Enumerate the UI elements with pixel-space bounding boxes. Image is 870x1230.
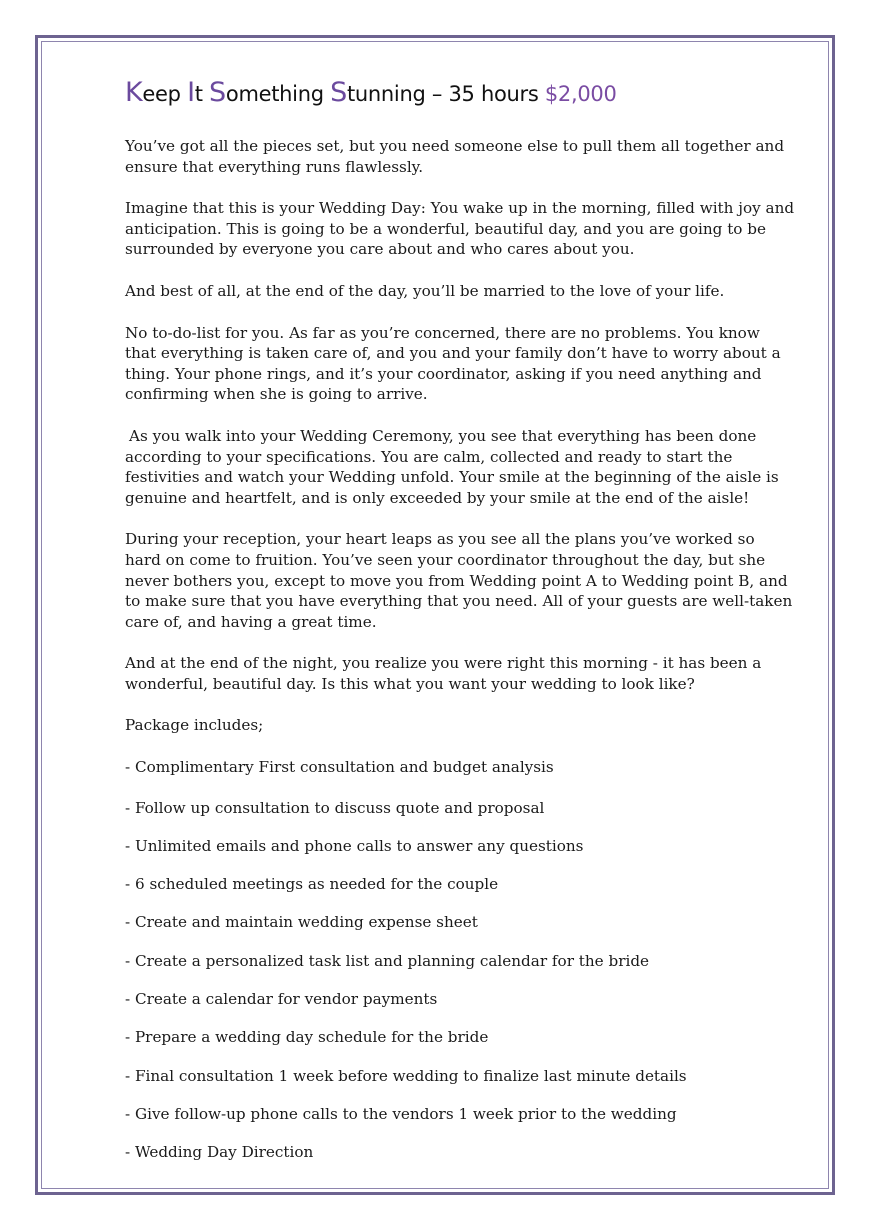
list-item: - Unlimited emails and phone calls to answer any questions <box>125 836 584 855</box>
list-item: - Give follow-up phone calls to the vendors 1 week prior to the wedding <box>125 1104 677 1123</box>
list-item: - 6 scheduled meetings as needed for the couple <box>125 875 499 894</box>
list-item: - Complimentary First consultation and budget analysis <box>125 758 554 777</box>
package-includes-label: Package includes; <box>125 716 264 735</box>
paragraph-reception: During your reception, your heart leaps as you see all the plans you’ve worked so hard on come to fruition. You’ve seen your coordinator throughout the day, but she never bothers you, except to move you from Wedding point A to Wedding point B, and to make sure that you have everything that you need. All of your guests are well-taken care of, and having a great time. <box>125 530 793 631</box>
paragraph-ceremony: As you walk into your Wedding Ceremony, you see that everything has been done according to your specifications. You are calm, collected and ready to start the festivities and watch your Wedding unfold. Your smile at the beginning of the aisle is genuine and heartfelt, and is only exceeded by your smile at the end of the aisle! <box>125 426 779 507</box>
paragraph-best-of-all: And best of all, at the end of the day, you’ll be married to the love of your life. <box>125 281 725 300</box>
list-item: - Create a calendar for vendor payments <box>125 990 438 1009</box>
package-items-list <box>125 757 795 1162</box>
document-body <box>125 78 795 1181</box>
list-item: - Follow up consultation to discuss quote and proposal <box>125 798 545 817</box>
paragraph-no-todo: No to-do-list for you. As far as you’re concerned, there are no problems. You know that everything is taken care of, and you and your family don’t have to worry about a thing. Your phone rings, and it’s your coordinator, asking if you need anything and confirming when she is going to arrive. <box>125 323 781 404</box>
list-item: - Create and maintain wedding expense sheet <box>125 913 478 932</box>
list-item: - Create a personalized task list and planning calendar for the bride <box>125 951 650 970</box>
list-item: - Prepare a wedding day schedule for the bride <box>125 1028 489 1047</box>
paragraph-intro: You’ve got all the pieces set, but you need someone else to pull them all together and ensure that everything runs flawlessly. <box>125 137 785 176</box>
paragraph-imagine: Imagine that this is your Wedding Day: You wake up in the morning, filled with joy and anticipation. This is going to be a wonderful, beautiful day, and you are going to be surrounded by everyone you care about and who cares about you. <box>125 199 795 259</box>
package-title: Keep It Something Stunning – 35 hours $2,000 <box>125 77 617 108</box>
paragraph-end-of-night: And at the end of the night, you realize you were right this morning - it has been a wonderful, beautiful day. Is this what you want your wedding to look like? <box>125 654 762 693</box>
list-item: - Wedding Day Direction <box>125 1143 314 1162</box>
package-price: $2,000 <box>544 82 617 106</box>
list-item: - Final consultation 1 week before wedding to finalize last minute details <box>125 1066 687 1085</box>
